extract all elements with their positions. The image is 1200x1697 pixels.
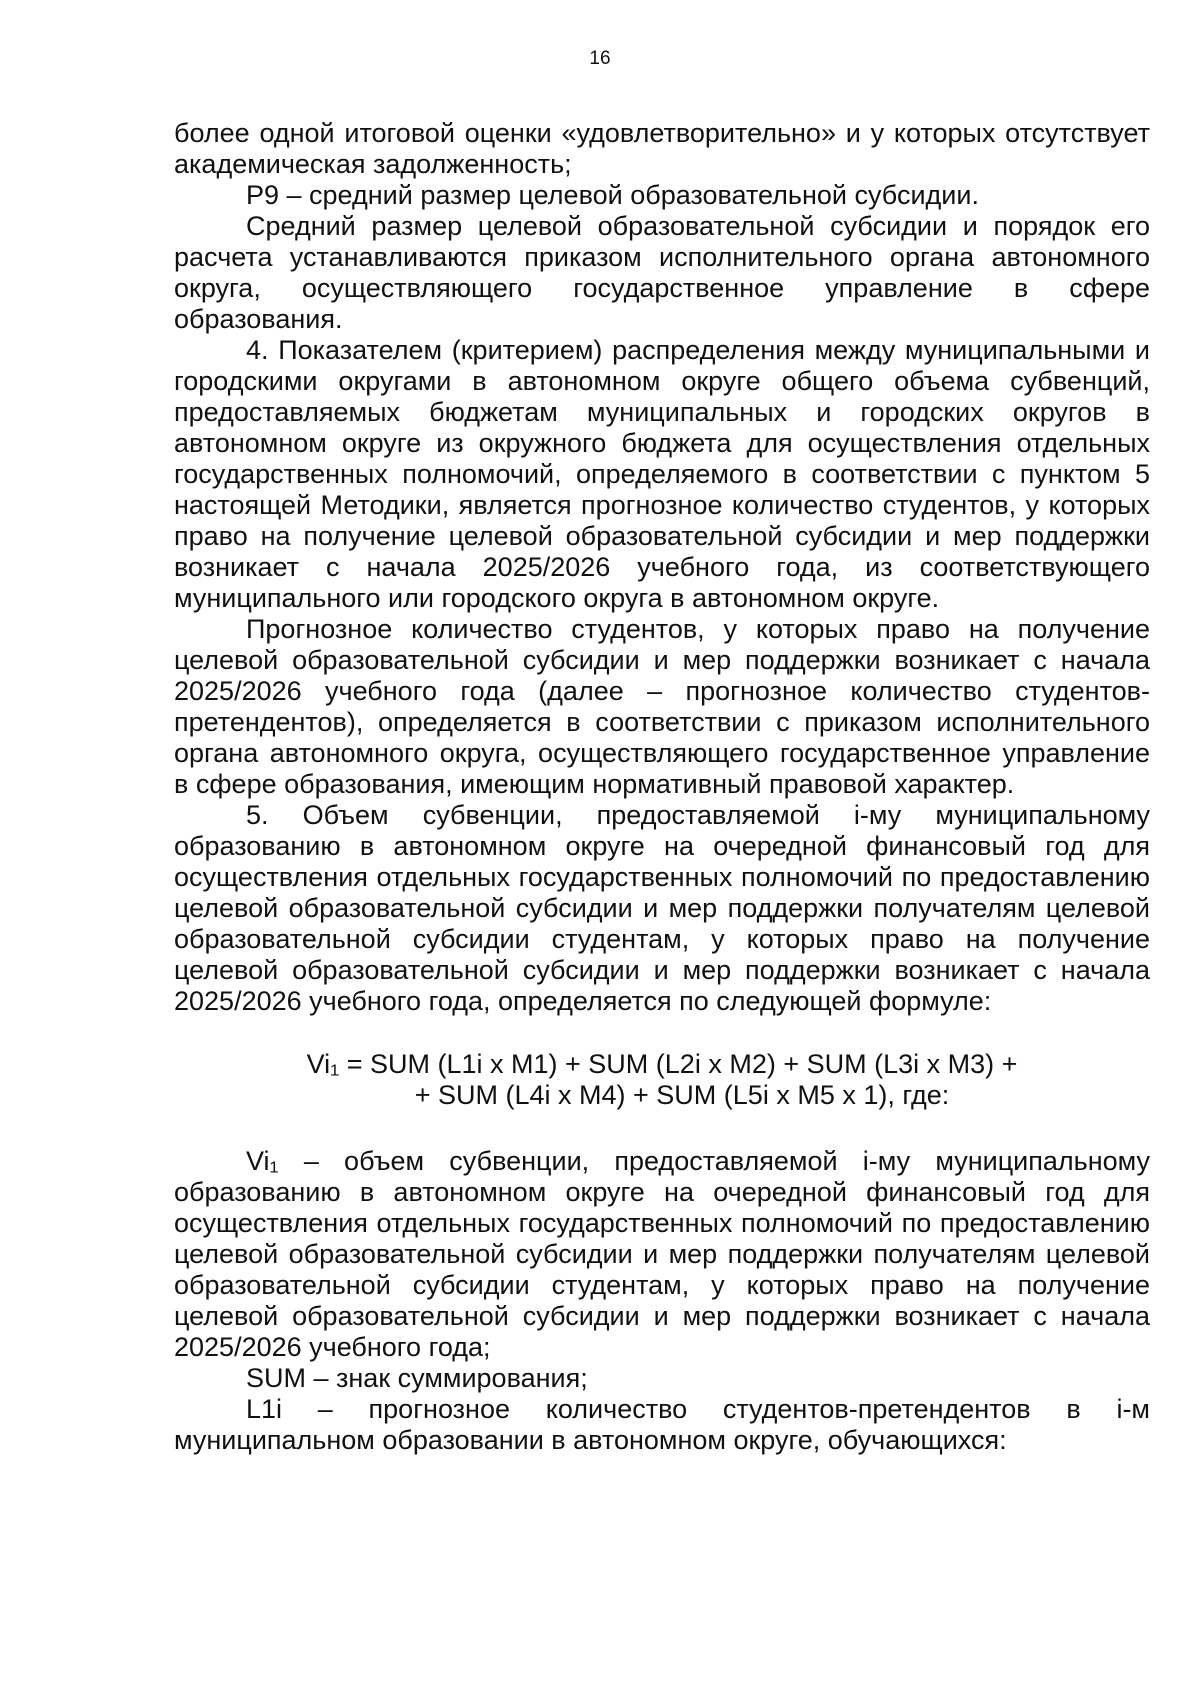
paragraph: SUM – знак суммирования; xyxy=(246,1363,588,1393)
formula-line-1: Vi₁ = SUM (L1i x M1) + SUM (L2i x M2) + SUM (L3i x M3) + xyxy=(306,1049,1018,1079)
paragraph: Средний размер целевой образовательной субсидии и порядок его расчета устанавливаются приказом исполнительного органа автономного округа, осуществляющего государственное управление в сфере образования. xyxy=(174,211,1150,334)
paragraph: Vi₁ – объем субвенции, предоставляемой i-му муниципальному образованию в автономном округе на очередной финансовый год для осуществления отдельных государственных полномочий по предоставлению целевой образовательной субсидии и мер поддержки получателям целевой образовательной субсидии студентам, у которых право на получение целевой образовательной субсидии и мер поддержки возникает с начала 2025/2026 учебного года; xyxy=(174,1146,1150,1362)
paragraphs-before-formula xyxy=(174,118,1150,1017)
formula-block xyxy=(174,1049,1150,1111)
formula-line-2: + SUM (L4i x M4) + SUM (L5i x M5 x 1), где: xyxy=(414,1080,950,1110)
document-body xyxy=(174,118,1150,1456)
paragraph: P9 – средний размер целевой образовательной субсидии. xyxy=(246,180,979,210)
paragraph: L1i – прогнозное количество студентов-претендентов в i-м муниципальном образовании в автономном округе, обучающихся: xyxy=(174,1394,1150,1455)
paragraph: Прогнозное количество студентов, у которых право на получение целевой образовательной субсидии и мер поддержки возникает с начала 2025/2026 учебного года (далее – прогнозное количество студентов-претендентов), определяется в соответствии с приказом исполнительного органа автономного округа, осуществляющего государственное управление в сфере образования, имеющим нормативный правовой характер. xyxy=(174,614,1150,799)
paragraph: 5. Объем субвенции, предоставляемой i-му муниципальному образованию в автономном округе на очередной финансовый год для осуществления отдельных государственных полномочий по предоставлению целевой образовательной субсидии и мер поддержки получателям целевой образовательной субсидии студентам, у которых право на получение целевой образовательной субсидии и мер поддержки возникает с начала 2025/2026 учебного года, определяется по следующей формуле: xyxy=(174,800,1150,1016)
paragraphs-after-formula xyxy=(174,1146,1150,1456)
paragraph: 4. Показателем (критерием) распределения между муниципальными и городскими округами в автономном округе общего объема субвенций, предоставляемых бюджетам муниципальных и городских округов в автономном округе из окружного бюджета для осуществления отдельных государственных полномочий, определяемого в соответствии с пунктом 5 настоящей Методики, является прогнозное количество студентов, у которых право на получение целевой образовательной субсидии и мер поддержки возникает с начала 2025/2026 учебного года, из соответствующего муниципального или городского округа в автономном округе. xyxy=(174,335,1150,613)
page-number: 16 xyxy=(589,48,611,69)
paragraph: более одной итоговой оценки «удовлетворительно» и у которых отсутствует академическая задолженность; xyxy=(174,118,1150,179)
